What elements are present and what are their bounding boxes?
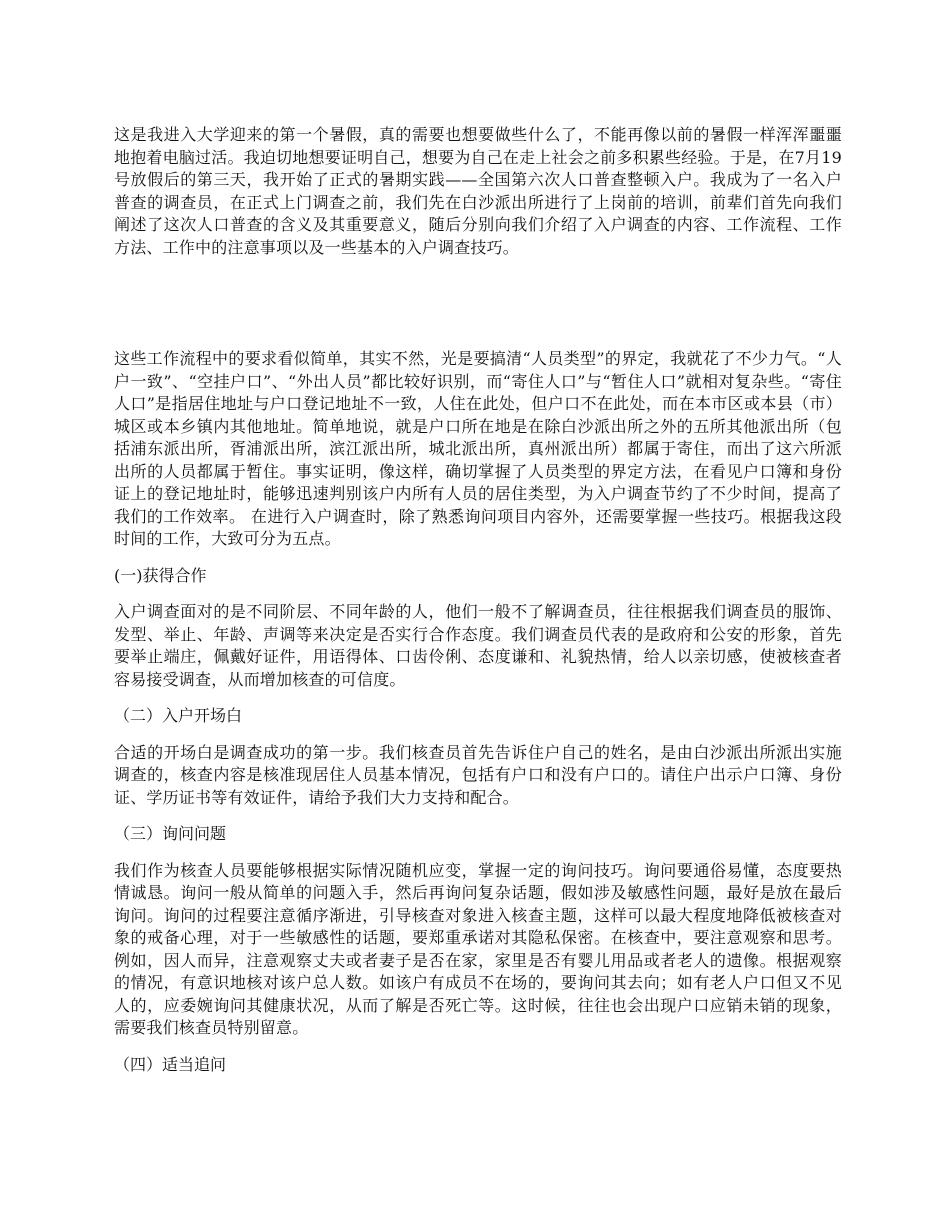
section-heading-questions: （三）询问问题 — [114, 824, 227, 843]
paragraph-intro: 这是我进入大学迎来的第一个暑假，真的需要也想要做些什么了，不能再像以前的暑假一样浑浑噩噩地抱着电脑过活。我迫切地想要证明自己，想要为自己在走上社会之前多积累些经验。于是，在7月19号放假后的第三天，我开始了正式的暑期实践——全国第六次人口普查整顿入户。我成为了一名入户普查的调查员，在正式上门调查之前，我们先在白沙派出所进行了上岗前的培训，前辈们首先向我们阐述了这次人口普查的含义及其重要意义，随后分别向我们介绍了入户调查的内容、工作流程、工作方法、工作中的注意事项以及一些基本的入户调查技巧。 — [114, 125, 842, 257]
document-body — [114, 124, 842, 1076]
section-heading-cooperation: (一)获得合作 — [114, 565, 207, 585]
paragraph-questions: 我们作为核查人员要能够根据实际情况随机应变，掌握一定的询问技巧。询问要通俗易懂，态度要热情诚恳。询问一般从简单的问题入手，然后再询问复杂话题，假如涉及敏感性问题，最好是放在最后询问。询问的过程要注意循序渐进，引导核查对象进入核查主题，这样可以最大程度地降低被核查对象的戒备心理，对于一些敏感性的话题，要郑重承诺对其隐私保密。在核查中，要注意观察和思考。例如，因人而异，注意观察丈夫或者妻子是否在家，家里是否有婴儿用品或者老人的遗像。根据观察的情况，有意识地核对该户总人数。如该户有成员不在场的，要询问其去向；如有老人户口但又不见人的，应委婉询问其健康状况，从而了解是否死亡等。这时候，往往也会出现户口应销未销的现象，需要我们核查员特别留意。 — [114, 860, 842, 1037]
paragraph-workflow: 这些工作流程中的要求看似简单，其实不然，光是要搞清“人员类型”的界定，我就花了不少力气。“人户一致”、“空挂户口”、“外出人员”都比较好识别，而“寄住人口”与“暂住人口”就相对复杂些。“寄住人口”是指居住地址与户口登记地址不一致，人住在此处，但户口不在此处，而在本市区或本县（市）城区或本乡镇内其他地址。简单地说，就是户口所在地是在除白沙派出所之外的五所其他派出所（包括浦东派出所，胥浦派出所，滨江派出所，城北派出所，真州派出所）都属于寄住，而出了这六所派出所的人员都属于暂住。事实证明，像这样，确切掌握了人员类型的界定方法，在看见户口簿和身份证上的登记地址时，能够迅速判别该户内所有人员的居住类型，为入户调查节约了不少时间，提高了我们的工作效率。 在进行入户调查时，除了熟悉询问项目内容外，还需要掌握一些技巧。根据我这段时间的工作，大致可分为五点。 — [114, 349, 842, 548]
section-heading-followup: （四）适当追问 — [114, 1054, 227, 1074]
paragraph-opening: 合适的开场白是调查成功的第一步。我们核查员首先告诉住户自己的姓名，是由白沙派出所派出实施调查的，核查内容是核准现居住人员基本情况，包括有户口和没有户口的。请住户出示户口簿、身份证、学历证书等有效证件，请给予我们大力支持和配合。 — [114, 742, 842, 807]
section-heading-opening: （二）入户开场白 — [114, 706, 243, 725]
blank-space — [114, 259, 842, 348]
paragraph-cooperation: 入户调查面对的是不同阶层、不同年龄的人，他们一般不了解调查员，往往根据我们调查员的服饰、发型、举止、年龄、声调等来决定是否实行合作态度。我们调查员代表的是政府和公安的形象，首先要举止端庄，佩戴好证件，用语得体、口齿伶俐、态度谦和、礼貌热情，给人以亲切感，使被核查者容易接受调查，从而增加核查的可信度。 — [114, 602, 842, 689]
